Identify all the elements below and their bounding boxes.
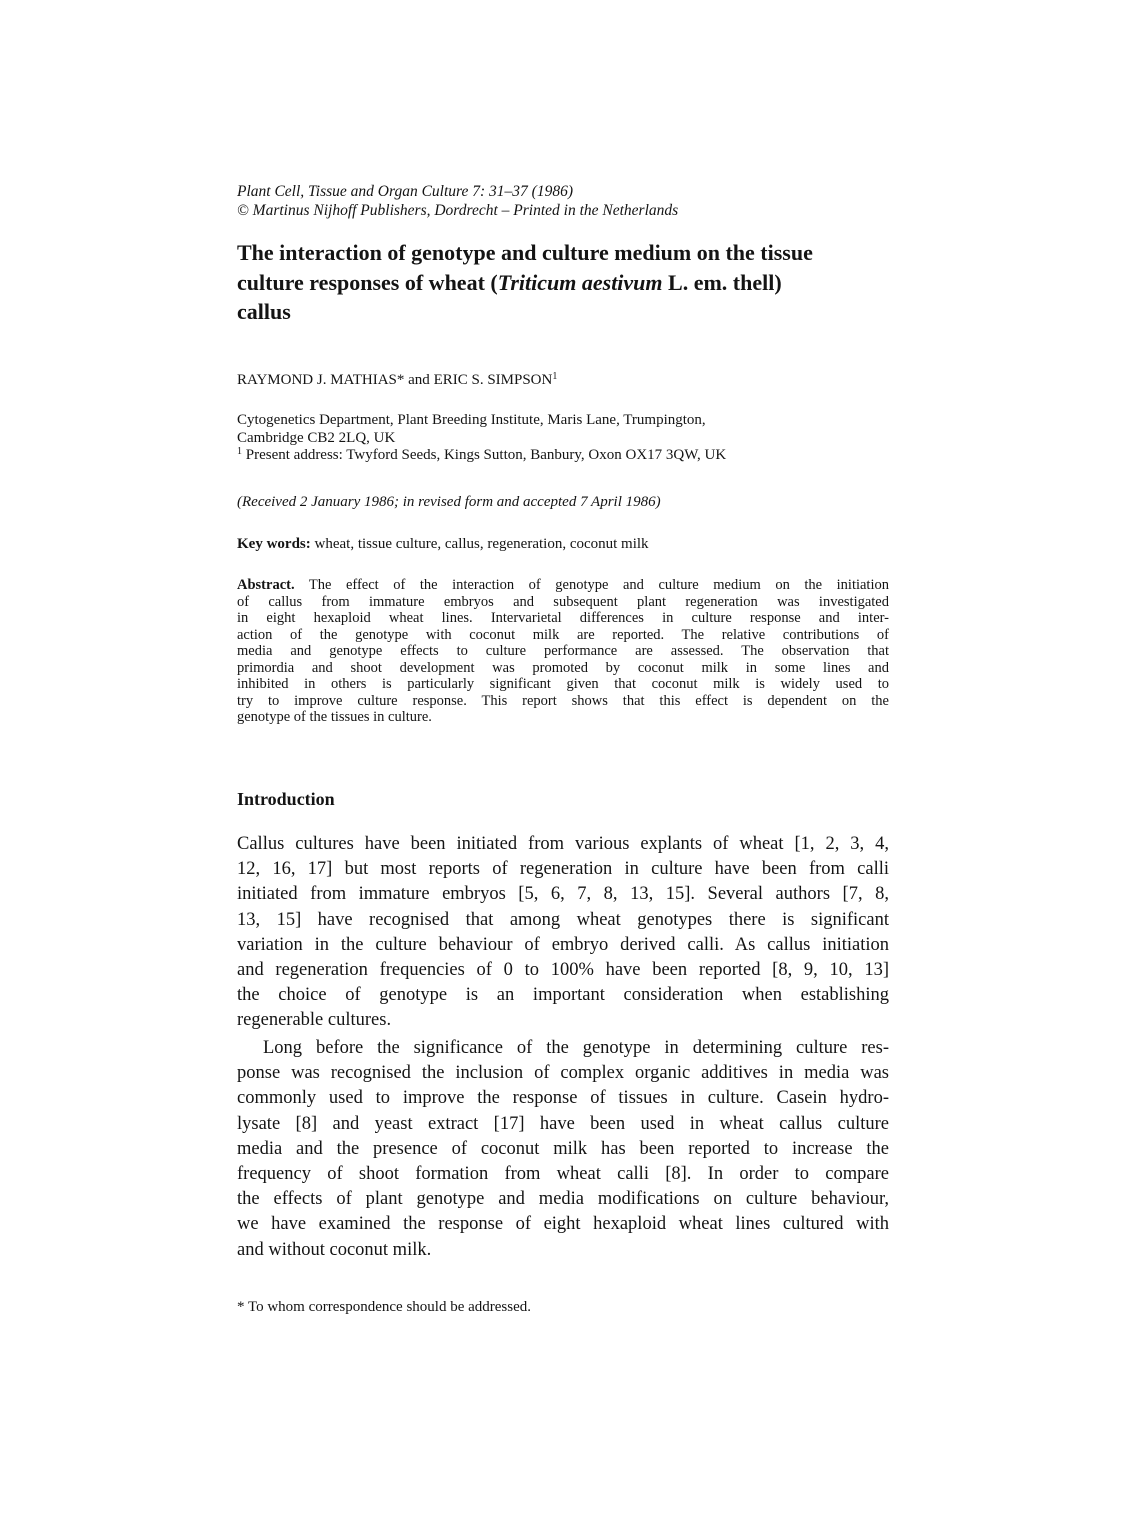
body-line: ponse was recognised the inclusion of complex organic additives in media was <box>237 1063 889 1084</box>
body-line: Callus cultures have been initiated from various explants of wheat [1, 2, 3, 4, <box>237 834 889 854</box>
present-address <box>237 447 889 465</box>
present-address-text: Present address: Twyford Seeds, Kings Sutton, Banbury, Oxon OX17 3QW, UK <box>242 447 727 463</box>
present-address-mark: 1 <box>237 446 242 457</box>
author-2: ERIC S. SIMPSON <box>433 372 553 388</box>
body-line: the choice of genotype is an important consideration when establishing <box>237 985 889 1006</box>
introduction-paragraph-2 <box>237 1036 889 1263</box>
correspondence-footnote: * To whom correspondence should be addressed. <box>237 1299 532 1315</box>
body-line: variation in the culture behaviour of embryo derived calli. As callus initiation <box>237 934 889 955</box>
title-part-1: The interaction of genotype and culture medium on the tissue culture responses of wheat ( <box>237 240 813 295</box>
keywords <box>237 535 889 554</box>
author-2-mark: 1 <box>552 371 558 382</box>
introduction-paragraph-1 <box>237 832 889 1034</box>
abstract-line: try to improve culture response. This report shows that this effect is dependent on the <box>237 692 889 709</box>
author-1: RAYMOND J. MATHIAS <box>237 372 397 388</box>
body-line: 12, 16, 17] but most reports of regeneration in culture have been from calli <box>237 859 889 880</box>
title-part-2: L. em. thell) callus <box>237 269 782 324</box>
section-heading-introduction: Introduction <box>237 789 335 809</box>
affiliation <box>237 412 889 465</box>
abstract-line-text: The effect of the interaction of genotype and culture medium on the initiation <box>294 577 889 593</box>
author-list <box>237 371 889 390</box>
abstract-line: of callus from immature embryos and subsequent plant regeneration was investigated <box>237 593 889 610</box>
received-dates: (Received 2 January 1986; in revised form and accepted 7 April 1986) <box>237 494 661 510</box>
abstract-line: action of the genotype with coconut milk are reported. The relative contributions of <box>237 626 889 643</box>
author-1-mark: * <box>396 372 405 388</box>
affiliation-line-2: Cambridge CB2 2LQ, UK <box>237 429 396 446</box>
abstract-line: primordia and shoot development was promoted by coconut milk in some lines and <box>237 659 889 676</box>
body-line: commonly used to improve the response of tissues in culture. Casein hydro- <box>237 1088 889 1109</box>
author-conjunction: and <box>404 372 434 388</box>
abstract-label: Abstract. <box>237 577 295 593</box>
body-line: and without coconut milk. <box>237 1239 432 1260</box>
body-line: 13, 15] have recognised that among wheat genotypes there is significant <box>237 909 889 930</box>
paper-title <box>237 238 837 327</box>
body-line: regenerable cultures. <box>237 1010 392 1031</box>
affiliation-line-1: Cytogenetics Department, Plant Breeding Institute, Maris Lane, Trumpington, <box>237 412 706 428</box>
body-line: the effects of plant genotype and media modifications on culture behaviour, <box>237 1189 889 1210</box>
abstract-line: in eight hexaploid wheat lines. Intervarietal differences in culture response and inter- <box>237 610 889 626</box>
body-line: frequency of shoot formation from wheat calli [8]. In order to compare <box>237 1164 889 1185</box>
abstract <box>237 577 889 726</box>
abstract-line: genotype of the tissues in culture. <box>237 709 432 725</box>
abstract-line: inhibited in others is particularly significant given that coconut milk is widely used to <box>237 676 889 692</box>
body-line: lysate [8] and yeast extract [17] have been used in wheat callus culture <box>237 1113 889 1134</box>
keywords-label: Key words: <box>237 536 311 552</box>
body-line: and regeneration frequencies of 0 to 100% have been reported [8, 9, 10, 13] <box>237 960 889 981</box>
journal-line-2: © Martinus Nijhoff Publishers, Dordrecht – Printed in the Netherlands <box>237 202 679 219</box>
title-species: Triticum aestivum <box>497 269 663 295</box>
body-line: initiated from immature embryos [5, 6, 7, 8, 13, 15]. Several authors [7, 8, <box>237 884 889 905</box>
body-line: Long before the significance of the genotype in determining culture res- <box>263 1038 889 1058</box>
keywords-text: wheat, tissue culture, callus, regeneration, coconut milk <box>310 536 649 552</box>
abstract-line <box>237 577 889 594</box>
abstract-line: media and genotype effects to culture performance are assessed. The observation that <box>237 643 889 659</box>
body-line: we have examined the response of eight hexaploid wheat lines cultured with <box>237 1214 889 1235</box>
journal-line-1: Plant Cell, Tissue and Organ Culture 7: 31–37 (1986) <box>237 183 573 200</box>
body-line: media and the presence of coconut milk has been reported to increase the <box>237 1138 889 1159</box>
journal-citation <box>237 182 889 220</box>
